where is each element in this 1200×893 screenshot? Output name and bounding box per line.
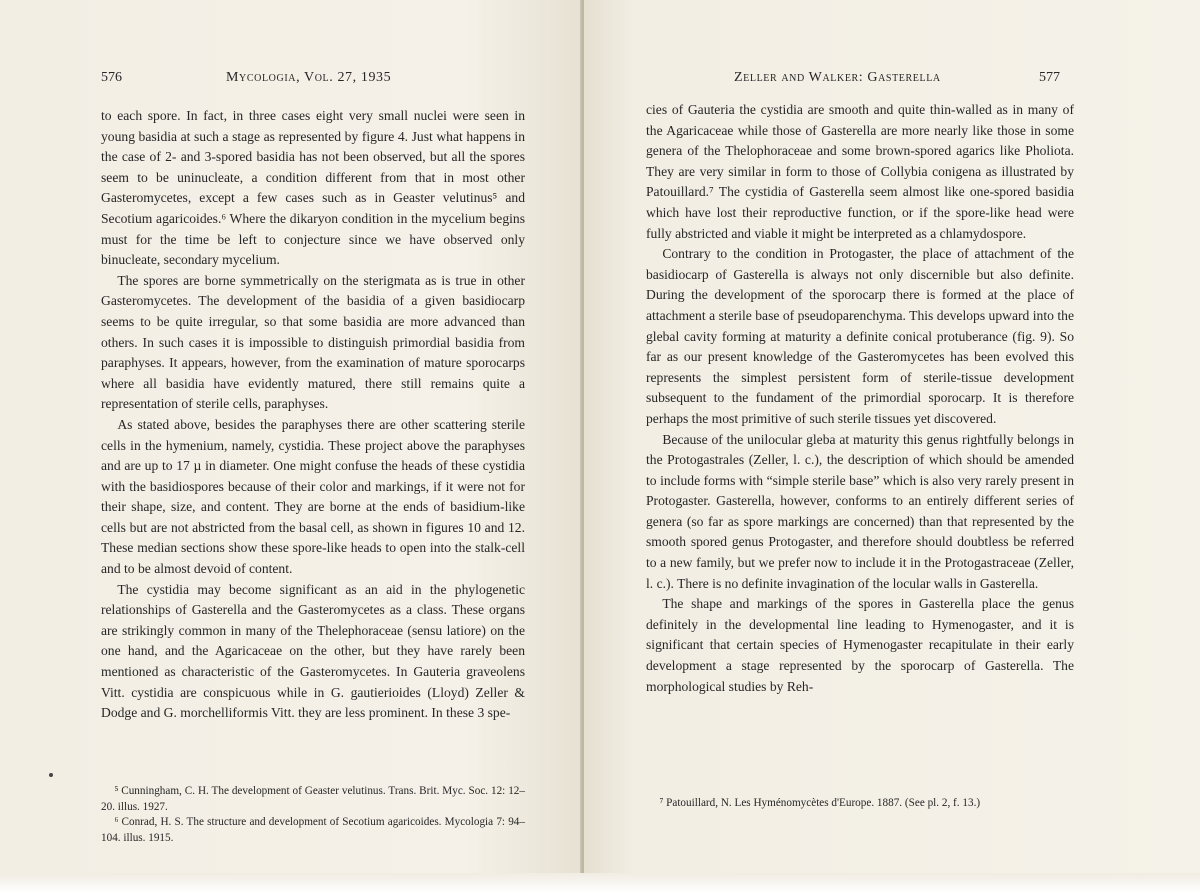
right-footnote-7: ⁷ Patouillard, N. Les Hyménomycètes d'Europe. 1887. (See pl. 2, f. 13.) xyxy=(659,797,981,809)
left-footnotes xyxy=(101,784,525,846)
right-page xyxy=(584,0,1200,893)
left-paragraph-4: The cystidia may become significant as an aid in the phylogenetic relationships of Gasterella and the Gasteromycetes as a class. These organs are strikingly common in many of the Thelephoraceae (sensu latiore) on the one hand, and the Agaricaceae on the other, but they have rarely been mentioned as characteristic of the Gasteromycetes. In Gauteria graveolens Vitt. cystidia are conspicuous while in G. gautierioides (Lloyd) Zeller & Dodge and G. morchelliformis Vitt. they are less prominent. In these 3 spe- xyxy=(101,581,525,721)
left-paragraph-2: The spores are borne symmetrically on the sterigmata as is true in other Gasteromycetes. The development of the basidia of a given basidiocarp seems to be quite irregular, so that some basidia are more advanced than others. In such cases it is impossible to distinguish primordial basidia from paraphyses. It appears, however, from the examination of mature sporocarps where all basidia have evidently matured, there still remains quite a representation of sterile cells, paraphyses. xyxy=(101,272,525,412)
right-paragraph-3: Because of the unilocular gleba at maturity this genus rightfully belongs in the Protogastrales (Zeller, l. c.), the description of which should be amended to include forms with “simple sterile base” which is also very rarely present in Protogaster. Gasterella, however, conforms to an entirely different series of genera (so far as spore markings are concerned) than that represented by the smooth spored genus Protogaster, and therefore should doubtless be referred to a new family, but we prefer now to include it in the Protogastraceae (Zeller, l. c.). There is no definite invagination of the locular walls in Gasterella. xyxy=(646,431,1074,591)
left-page xyxy=(0,0,582,893)
left-paragraph-3: As stated above, besides the paraphyses there are other scattering sterile cells in the hymenium, namely, cystidia. These project above the paraphyses and are up to 17 µ in diameter. One might confuse the heads of these cystidia with the basidiospores because of their color and markings, if it were not for their shape, size, and content. They are borne at the ends of basidium-like cells but are not abstricted from the basal cell, as shown in figures 10 and 12. These median sections show these spore-like heads to open into the stalk-cell and to be almost devoid of content. xyxy=(101,416,525,577)
right-paragraph-4: The shape and markings of the spores in Gasterella place the genus definitely in the developmental line leading to Hymenogaster, and it is significant that certain species of Hymenogaster recapitulate in their early development a stage represented by the sporocarp of Gasterella. The morphological studies by Reh- xyxy=(646,596,1074,694)
left-footnote-6: ⁶ Conrad, H. S. The structure and development of Secotium agaricoides. Mycologia 7: 94–104. illus. 1915. xyxy=(101,816,525,844)
ink-speck xyxy=(49,773,53,777)
right-running-head: Zeller and Walker: Gasterella xyxy=(734,70,941,85)
left-paragraph-1: to each spore. In fact, in three cases eight very small nuclei were seen in young basidia at such a stage as represented by figure 4. Just what happens in the case of 2- and 3-spored basidia has not been observed, but all the spores seem to be uninucleate, a condition different from that in most other Gasteromycetes, except a few cases such as in Geaster velutinus⁵ and Secotium agaricoides.⁶ Where the dikaryon condition in the mycelium begins must for the time be left to conjecture since we have observed only binucleate, secondary mycelium. xyxy=(101,108,525,268)
left-page-number: 576 xyxy=(101,70,122,85)
right-footnotes xyxy=(646,796,1074,812)
left-body xyxy=(101,106,525,724)
right-paragraph-2: Contrary to the condition in Protogaster, the place of attachment of the basidiocarp of Gasterella is always not only discernible but also definite. During the development of the sporocarp there is formed at the place of attachment a sterile base of pseudoparenchyma. This develops upward into the glebal cavity forming at maturity a definite conical protuberance (fig. 9). So far as our present knowledge of the Gasteromycetes has been evolved this represents the simplest persistent form of sterile-tissue development subsequent to the fundament of the primordial sporocarp. It is therefore perhaps the most primitive of such sterile tissues yet discovered. xyxy=(646,246,1074,426)
right-body xyxy=(646,100,1074,697)
left-running-head: Mycologia, Vol. 27, 1935 xyxy=(226,70,392,85)
scan-bottom-edge xyxy=(0,873,1200,893)
left-footnote-5: ⁵ Cunningham, C. H. The development of Geaster velutinus. Trans. Brit. Myc. Soc. 12: 12–20. illus. 1927. xyxy=(101,785,525,813)
right-paragraph-1: cies of Gauteria the cystidia are smooth and quite thin-walled as in many of the Agaricaceae while those of Gasterella are more nearly like those in some genera of the Thelophoraceae and some brown-spored agarics like Pholiota. They are very similar in form to those of Collybia conigena as illustrated by Patouillard.⁷ The cystidia of Gasterella seem almost like one-spored basidia which have lost their reproductive function, or if the spore-like head were fully abstricted and viable it might be interpreted as a chlamydospore. xyxy=(646,102,1074,241)
right-page-number: 577 xyxy=(1039,70,1060,85)
